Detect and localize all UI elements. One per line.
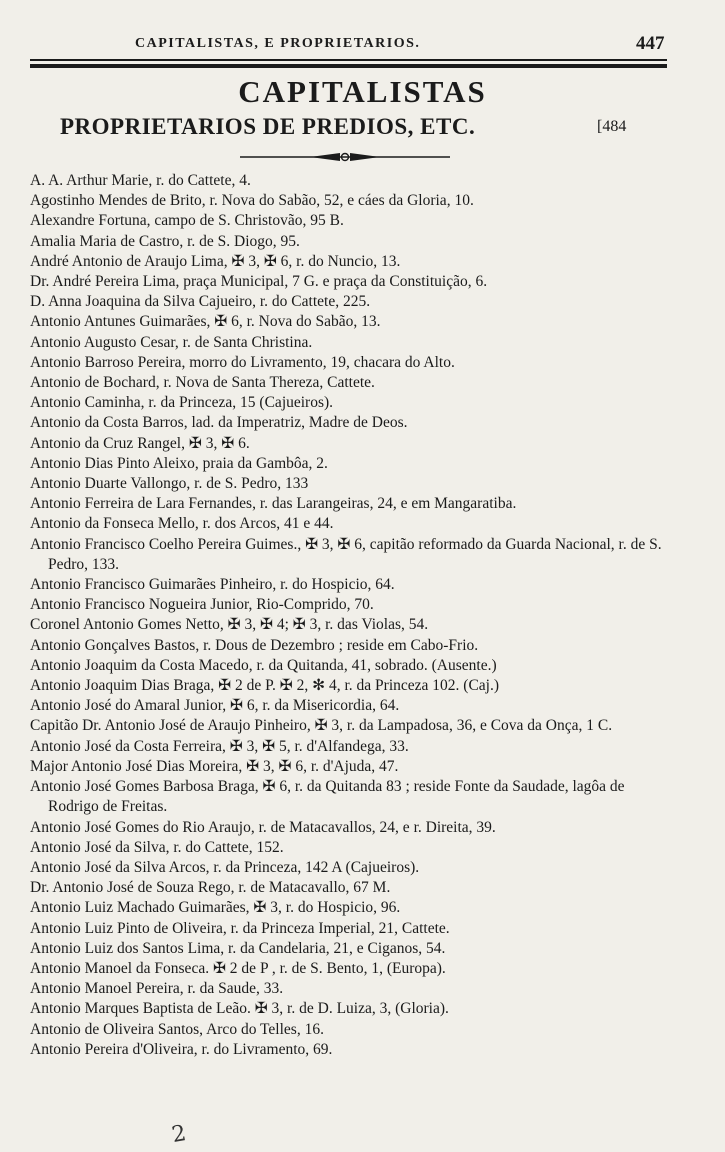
directory-entry: Agostinho Mendes de Brito, r. Nova do Sabão, 52, e cáes da Gloria, 10. xyxy=(30,192,474,210)
handwritten-mark: 2 xyxy=(169,1120,189,1149)
directory-entry: Antonio Augusto Cesar, r. de Santa Christina. xyxy=(30,333,313,351)
directory-entry: Amalia Maria de Castro, r. de S. Diogo, 95. xyxy=(30,232,300,250)
directory-entry: Antonio José Gomes do Rio Araujo, r. de Matacavallos, 24, e r. Direita, 39. xyxy=(30,818,496,836)
directory-entry: Antonio Francisco Nogueira Junior, Rio-Comprido, 70. xyxy=(30,596,374,614)
directory-entry: Antonio Luiz Pinto de Oliveira, r. da Princeza Imperial, 21, Cattete. xyxy=(30,919,450,937)
directory-entry: Antonio de Bochard, r. Nova de Santa Thereza, Cattete. xyxy=(30,374,375,392)
directory-entry: Antonio Joaquim Dias Braga, ✠ 2 de P. ✠ 2, ✻ 4, r. da Princeza 102. (Caj.) xyxy=(30,677,500,695)
section-reference: [484 xyxy=(597,118,627,135)
directory-entry: Antonio Manoel da Fonseca. ✠ 2 de P , r. de S. Bento, 1, (Europa). xyxy=(30,959,446,977)
directory-entry: Dr. André Pereira Lima, praça Municipal, 7 G. e praça da Constituição, 6. xyxy=(30,273,488,291)
header-rule-thick xyxy=(30,64,667,68)
directory-entry: Antonio Ferreira de Lara Fernandes, r. das Larangeiras, 24, e em Mangaratiba. xyxy=(30,495,517,513)
directory-entry: Antonio de Oliveira Santos, Arco do Telles, 16. xyxy=(30,1020,324,1038)
directory-entry: Antonio Barroso Pereira, morro do Livramento, 19, chacara do Alto. xyxy=(30,353,455,371)
section-subtitle: PROPRIETARIOS DE PREDIOS, ETC. xyxy=(60,114,476,139)
directory-entry: Antonio José Gomes Barbosa Braga, ✠ 6, r. da Quitanda 83 ; reside Fonte da Saudade, lagôa de Rodrigo de Freitas. xyxy=(30,778,625,816)
section-title: CAPITALISTAS xyxy=(238,74,487,109)
directory-entry: Antonio Luiz Machado Guimarães, ✠ 3, r. do Hospicio, 96. xyxy=(30,899,401,917)
directory-entry: Antonio Pereira d'Oliveira, r. do Livramento, 69. xyxy=(30,1040,333,1058)
directory-entry: Antonio da Cruz Rangel, ✠ 3, ✠ 6. xyxy=(30,434,250,452)
directory-entry: Antonio Caminha, r. da Princeza, 15 (Cajueiros). xyxy=(30,394,334,412)
directory-entry: Antonio José do Amaral Junior, ✠ 6, r. da Misericordia, 64. xyxy=(30,697,400,715)
directory-entry: Antonio Joaquim da Costa Macedo, r. da Quitanda, 41, sobrado. (Ausente.) xyxy=(30,656,497,674)
directory-entry: Antonio Francisco Coelho Pereira Guimes., ✠ 3, ✠ 6, capitão reformado da Guarda Nacional, r. de S. Pedro, 133. xyxy=(30,535,662,573)
directory-entry: Coronel Antonio Gomes Netto, ✠ 3, ✠ 4; ✠ 3, r. das Violas, 54. xyxy=(30,616,429,634)
directory-entry: Antonio Manoel Pereira, r. da Saude, 33. xyxy=(30,980,284,998)
directory-entry: Antonio José da Silva, r. do Cattete, 152. xyxy=(30,838,284,856)
directory-entry: Antonio Marques Baptista de Leão. ✠ 3, r. de D. Luiza, 3, (Gloria). xyxy=(30,1000,449,1018)
page-number: 447 xyxy=(636,33,665,54)
directory-entry: Antonio Dias Pinto Aleixo, praia da Gambôa, 2. xyxy=(30,454,328,472)
header-rule-thin xyxy=(30,59,667,61)
directory-entry: Antonio Antunes Guimarães, ✠ 6, r. Nova do Sabão, 13. xyxy=(30,313,381,331)
directory-entry: Antonio Duarte Vallongo, r. de S. Pedro, 133 xyxy=(30,475,309,493)
directory-entry: Antonio Gonçalves Bastos, r. Dous de Dezembro ; reside em Cabo-Frio. xyxy=(30,636,479,654)
running-head: CAPITALISTAS, E PROPRIETARIOS. xyxy=(135,36,421,51)
directory-entry: Antonio da Costa Barros, lad. da Imperatriz, Madre de Deos. xyxy=(30,414,408,432)
directory-entry: A. A. Arthur Marie, r. do Cattete, 4. xyxy=(30,172,251,189)
directory-entry: Capitão Dr. Antonio José de Araujo Pinheiro, ✠ 3, r. da Lampadosa, 36, e Cova da Onça, 1 C. xyxy=(30,717,613,735)
directory-entry: Dr. Antonio José de Souza Rego, r. de Matacavallo, 67 M. xyxy=(30,879,391,897)
directory-entries xyxy=(30,171,665,1060)
directory-entry: D. Anna Joaquina da Silva Cajueiro, r. do Cattete, 225. xyxy=(30,293,371,311)
directory-entry: Antonio José da Silva Arcos, r. da Princeza, 142 A (Cajueiros). xyxy=(30,858,420,876)
directory-entry: Antonio da Fonseca Mello, r. dos Arcos, 41 e 44. xyxy=(30,515,334,533)
directory-entry: Major Antonio José Dias Moreira, ✠ 3, ✠ 6, r. d'Ajuda, 47. xyxy=(30,757,399,775)
directory-entry: André Antonio de Araujo Lima, ✠ 3, ✠ 6, r. do Nuncio, 13. xyxy=(30,252,401,270)
directory-entry: Antonio José da Costa Ferreira, ✠ 3, ✠ 5, r. d'Alfandega, 33. xyxy=(30,737,409,755)
directory-entry: Alexandre Fortuna, campo de S. Christovão, 95 B. xyxy=(30,212,344,230)
directory-entry: Antonio Francisco Guimarães Pinheiro, r. do Hospicio, 64. xyxy=(30,576,395,594)
ornament-divider-icon xyxy=(240,150,450,164)
directory-entry: Antonio Luiz dos Santos Lima, r. da Candelaria, 21, e Ciganos, 54. xyxy=(30,939,446,957)
